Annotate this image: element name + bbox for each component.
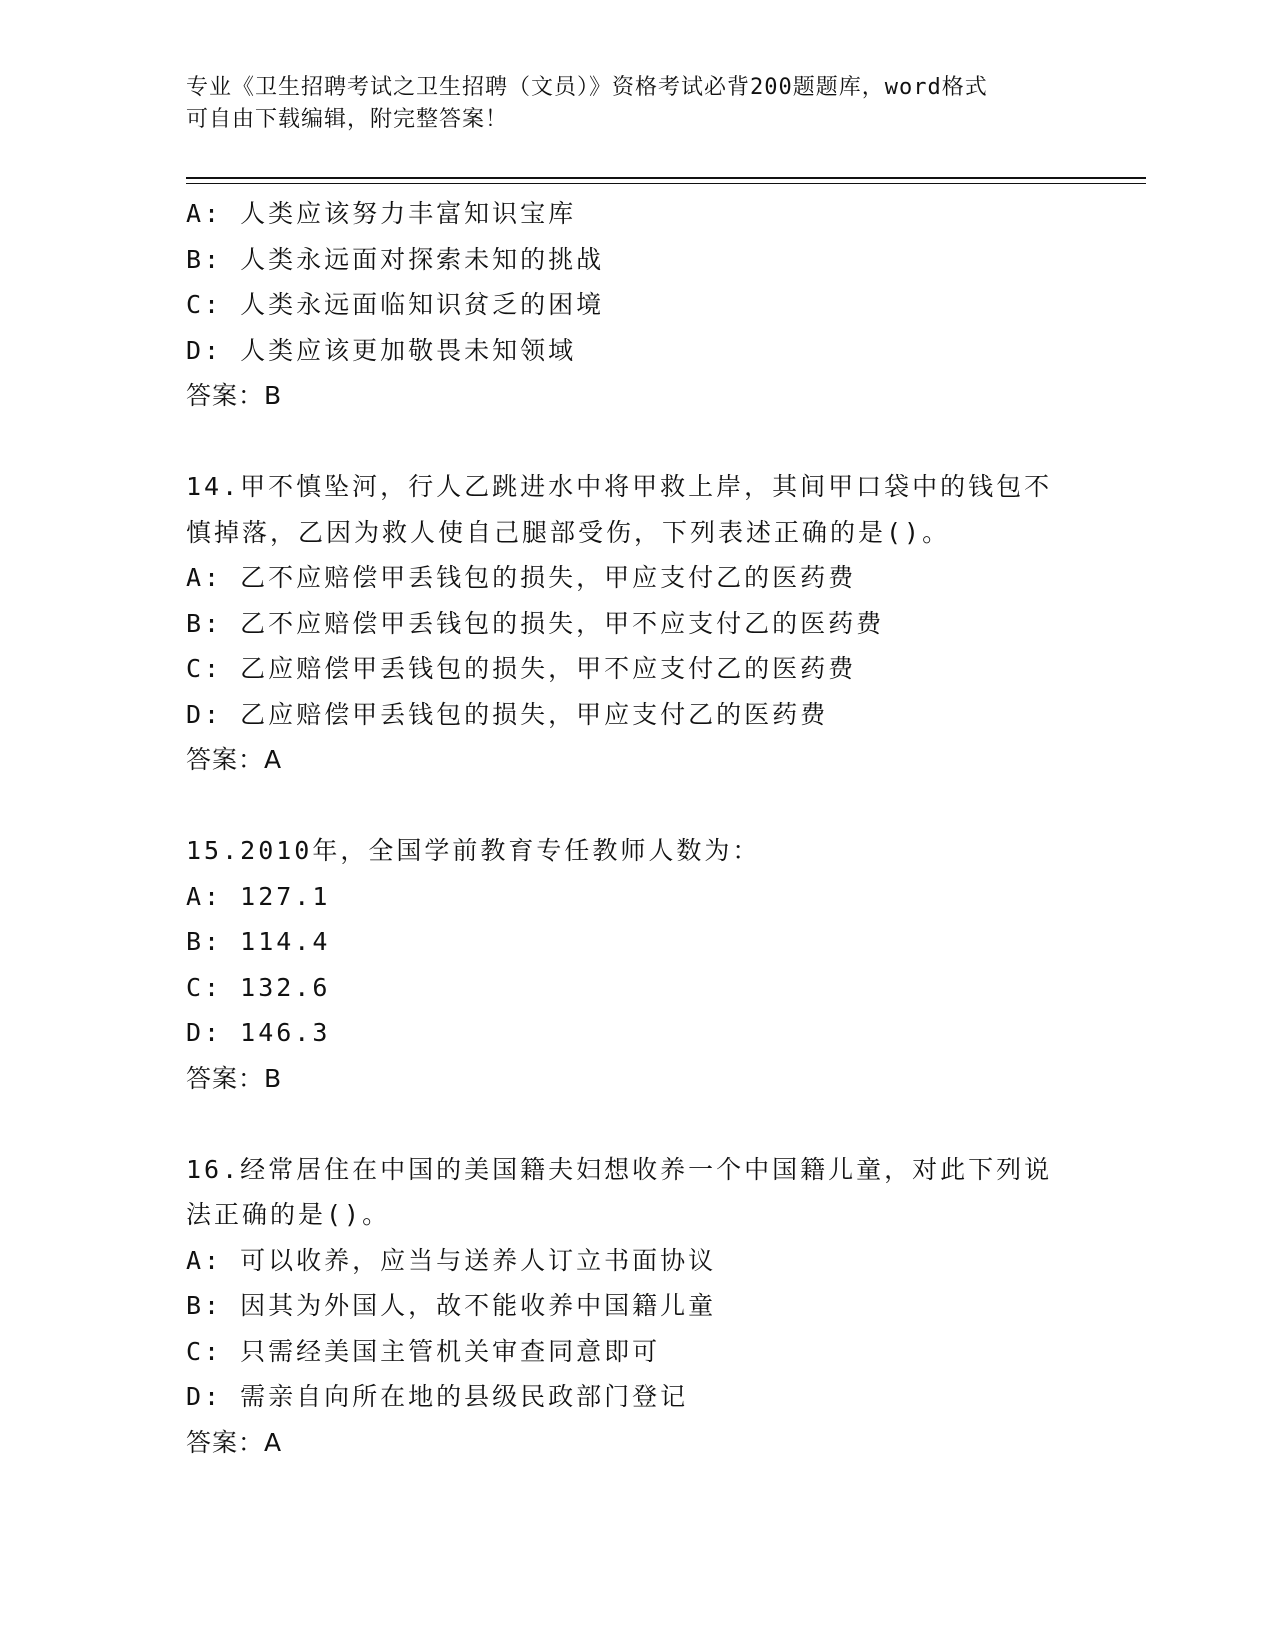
header-line-1: 专业《卫生招聘考试之卫生招聘（文员）》资格考试必背200题题库，word格式 — [186, 75, 988, 100]
option-c: C: 132.6 — [186, 972, 331, 1002]
header-divider-thin — [186, 183, 1146, 184]
option-a: A: 127.1 — [186, 881, 331, 911]
question-14 — [186, 464, 1086, 783]
option-b: B: 因其为外国人，故不能收养中国籍儿童 — [186, 1291, 717, 1320]
question-spacer — [186, 1101, 1086, 1147]
option-c: C: 只需经美国主管机关审查同意即可 — [186, 1336, 661, 1366]
question-stem-line-1: 16.经常居住在中国的美国籍夫妇想收养一个中国籍儿童，对此下列说 — [186, 1154, 1053, 1184]
option-b: B: 乙不应赔偿甲丢钱包的损失，甲不应支付乙的医药费 — [186, 608, 885, 638]
header-line-2: 可自由下载编辑，附完整答案！ — [186, 107, 509, 132]
option-d: D: 需亲自向所在地的县级民政部门登记 — [186, 1382, 689, 1411]
question-15 — [186, 828, 1086, 1101]
question-spacer — [186, 419, 1086, 465]
question-stem-line-1: 14.甲不慎坠河，行人乙跳进水中将甲救上岸，其间甲口袋中的钱包不 — [186, 472, 1053, 501]
question-stem-line-2: 慎掉落，乙因为救人使自己腿部受伤，下列表述正确的是()。 — [186, 517, 951, 547]
question-stem-line-1: 15.2010年，全国学前教育专任教师人数为： — [186, 836, 761, 865]
answer-line: 答案：B — [186, 381, 283, 410]
question-stem-line-2: 法正确的是()。 — [186, 1200, 391, 1229]
question-content — [186, 191, 1086, 1465]
question-spacer — [186, 783, 1086, 829]
option-d: D: 人类应该更加敬畏未知领域 — [186, 335, 577, 365]
option-a: A: 乙不应赔偿甲丢钱包的损失，甲应支付乙的医药费 — [186, 563, 857, 592]
option-a: A: 人类应该努力丰富知识宝库 — [186, 199, 577, 228]
option-d: D: 146.3 — [186, 1018, 331, 1047]
page-header — [186, 72, 1066, 136]
option-c: C: 乙应赔偿甲丢钱包的损失，甲不应支付乙的医药费 — [186, 654, 857, 683]
answer-line: 答案：B — [186, 1063, 283, 1093]
question-13-continued — [186, 191, 1086, 419]
answer-line: 答案：A — [186, 745, 283, 774]
option-b: B: 114.4 — [186, 927, 331, 956]
question-16 — [186, 1147, 1086, 1466]
option-c: C: 人类永远面临知识贫乏的困境 — [186, 290, 605, 319]
answer-line: 答案：A — [186, 1427, 283, 1457]
option-d: D: 乙应赔偿甲丢钱包的损失，甲应支付乙的医药费 — [186, 699, 829, 729]
option-a: A: 可以收养，应当与送养人订立书面协议 — [186, 1245, 717, 1275]
header-divider-thick — [186, 177, 1146, 179]
option-b: B: 人类永远面对探索未知的挑战 — [186, 244, 605, 274]
